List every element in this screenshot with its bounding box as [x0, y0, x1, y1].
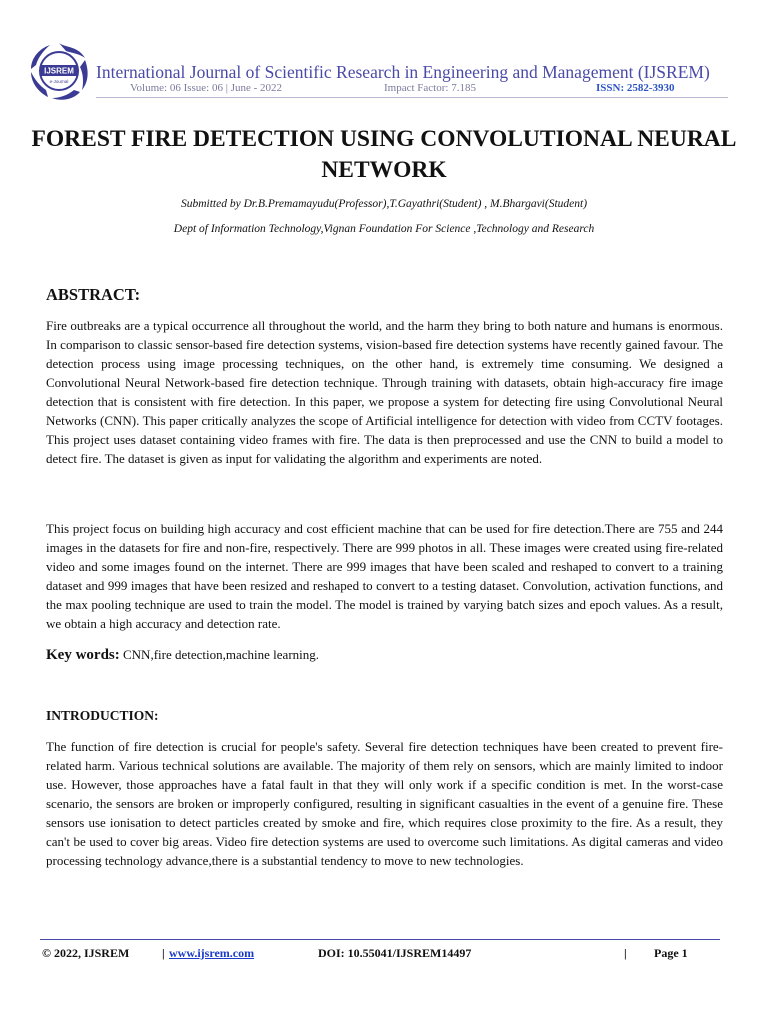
- introduction-heading: INTRODUCTION:: [46, 708, 159, 723]
- keywords: [46, 647, 319, 664]
- footer-website-link[interactable]: www.ijsrem.com: [169, 946, 255, 960]
- keywords-value: CNN,fire detection,machine learning.: [119, 647, 320, 662]
- logo-text: IJSREM: [44, 66, 74, 76]
- footer-doi: DOI: 10.55041/IJSREM14497: [318, 946, 472, 960]
- journal-title: International Journal of Scientific Research in Engineering and Management (IJSREM): [96, 62, 710, 82]
- journal-header: [28, 40, 728, 102]
- footer-divider: [40, 939, 720, 940]
- header-divider: [96, 97, 728, 98]
- introduction-paragraph: The function of fire detection is crucial for people's safety. Several fire detection techniques have been created to prevent fire-related harm. Various technical solutions are available. The majority of them rely on sensors, which are mainly limited to indoor use. However, those approaches have a fatal fault in that they will only work if a specific condition is met. In the worst-case scenario, the sensors are broken or improperly configured, resulting in significant casualties in the event of a genuine fire. These sensors use ionisation to detect particles created by smoke and fire, which requires close proximity to the fire. As a result, they can't be used to cover big areas. Video fire detection systems are used to overcome such limitations. As digital cameras and video processing technology advance,there is a substantial tendency to move to new technologies.: [46, 739, 723, 868]
- paper-authors: Submitted by Dr.B.Premamayudu(Professor),T.Gayathri(Student) , M.Bhargavi(Student): [180, 198, 588, 210]
- volume-info: Volume: 06 Issue: 06 | June - 2022: [130, 82, 283, 94]
- paper-title: FOREST FIRE DETECTION USING CONVOLUTIONAL NEURAL NETWORK: [31, 126, 737, 183]
- footer-separator: |: [624, 946, 627, 960]
- abstract-paragraph-1: Fire outbreaks are a typical occurrence all throughout the world, and the harm they bring to both nature and humans is enormous. In comparison to classic sensor-based fire detection systems, vision-based fire detection systems have recently gained favour. The detection process using image processing techniques, on the other hand, is extremely time consuming. We designed a Convolutional Neural Network-based fire detection technique. Through training with datasets, obtain high-accuracy fire image detection that is consistent with fire detection. In this paper, we propose a system for detecting fire using Convolutional Neural Networks (CNN). This paper critically analyzes the scope of Artificial intelligence for detection with video from CCTV footages. This project uses dataset containing video frames with fire. The data is then preprocessed and use the CNN to build a model to detect fire. The dataset is given as input for validating the algorithm and experiments are noted.: [46, 318, 723, 466]
- abstract-paragraph-2: This project focus on building high accuracy and cost efficient machine that can be used for fire detection.There are 755 and 244 images in the datasets for fire and non-fire, respectively. There are 999 photos in all. These images were created using fire-related video and some images found on the internet. There are 999 images that have been scaled and reshaped to convert to a training dataset and 999 images that have been resized and reshaped to convert to a testing dataset. Convolution, activation functions, and the max pooling technique are used to train the model. The model is trained by varying batch sizes and epoch values. As a result, we obtain a high accuracy and detection rate.: [46, 521, 723, 631]
- paper-department: Dept of Information Technology,Vignan Foundation For Science ,Technology and Research: [173, 223, 595, 235]
- impact-factor: Impact Factor: 7.185: [384, 82, 476, 94]
- abstract-heading: ABSTRACT:: [46, 285, 141, 304]
- footer-copyright: © 2022, IJSREM: [42, 946, 130, 960]
- footer-separator: |: [162, 946, 165, 960]
- footer-page-number: Page 1: [654, 946, 688, 960]
- ijsrem-logo: [28, 40, 90, 102]
- keywords-label: Key words:: [46, 647, 120, 663]
- logo-subtext: e-Journal: [49, 79, 69, 84]
- issn: ISSN: 2582-3930: [596, 82, 675, 94]
